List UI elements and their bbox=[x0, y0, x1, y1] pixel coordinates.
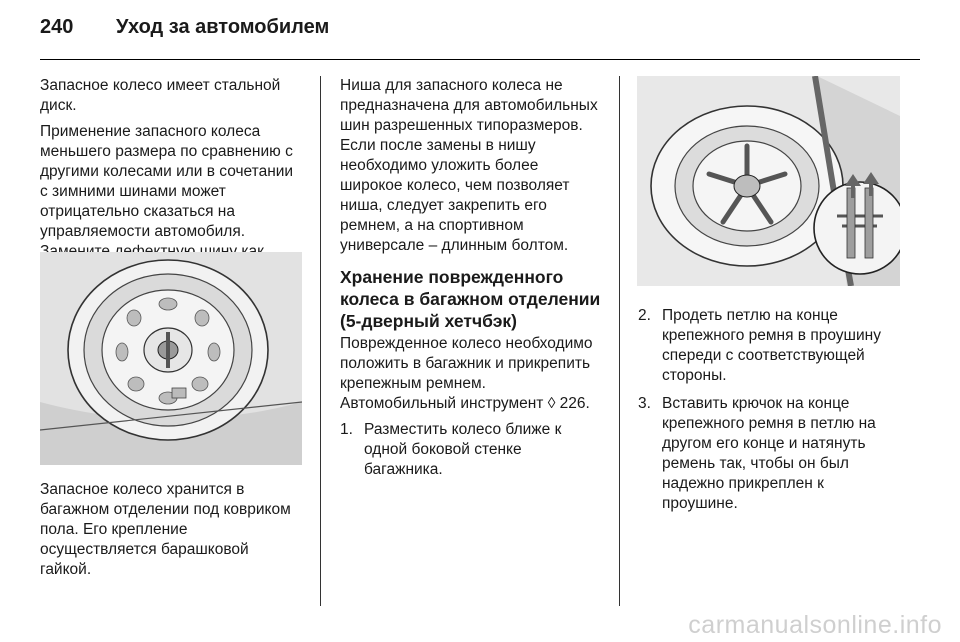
column-1-lower bbox=[40, 480, 304, 586]
steps-list-continued bbox=[638, 306, 902, 514]
list-item bbox=[638, 394, 902, 514]
column-3 bbox=[638, 302, 902, 522]
step-number: 2. bbox=[638, 307, 651, 324]
list-item bbox=[340, 420, 604, 480]
step-number: 1. bbox=[340, 421, 353, 438]
step-text: Разместить колесо ближе к одной боковой стенке багажника. bbox=[364, 421, 562, 478]
strap-fastening-illustration bbox=[637, 76, 900, 286]
step-text: Вставить крючок на конце крепежного ремня в петлю на другом его конце и натянуть ремень так, чтобы он был надежно прикреплен к проушине. bbox=[662, 395, 876, 512]
paragraph-damaged-wheel-text: Поврежденное колесо необходимо положить в багажник и прикрепить крепежным ремнем. Автомобильный инструмент bbox=[340, 335, 593, 412]
column-2 bbox=[340, 76, 604, 488]
page-number: 240 bbox=[40, 16, 74, 38]
column-divider-left bbox=[320, 76, 321, 606]
paragraph-well-size: Ниша для запасного колеса не предназначена для автомобильных шин разрешенных типоразмеров. Если после замены в нишу необходимо уложить более широкое колесо, чем позволяет ниша, следует закрепить его ремнем, а на спортивном универсале – длинным болтом. bbox=[340, 77, 598, 254]
column-divider-right bbox=[619, 76, 620, 606]
steps-list bbox=[340, 420, 604, 480]
watermark: carmanualsonline.info bbox=[688, 611, 942, 639]
paragraph-usage-warning: Применение запасного колеса меньшего размера по сравнению с другими колесами или в сочетании с зимними шинами может отрицательно сказаться на управляемости автомобиля. bbox=[40, 123, 294, 240]
step-text: Продеть петлю на конце крепежного ремня в проушину спереди с соответствующей стороны. bbox=[662, 307, 881, 384]
section-heading: Хранение поврежденного колеса в багажном отделении (5-дверный хетчбэк) bbox=[340, 267, 601, 331]
paragraph-storage: Запасное колесо хранится в багажном отделении под ковриком пола. Его крепление осуществляется барашковой гайкой. bbox=[40, 481, 291, 578]
paragraph-steel-rim: Запасное колесо имеет стальной диск. bbox=[40, 77, 281, 114]
page-reference-link[interactable]: ◊ 226. bbox=[547, 395, 590, 412]
page-title: Уход за автомобилем bbox=[116, 16, 330, 38]
header-rule bbox=[40, 59, 920, 60]
spare-wheel-illustration bbox=[40, 252, 302, 465]
page-header bbox=[40, 16, 920, 50]
list-item bbox=[638, 306, 902, 386]
paragraph-damaged-wheel bbox=[340, 334, 604, 414]
step-number: 3. bbox=[638, 395, 651, 412]
